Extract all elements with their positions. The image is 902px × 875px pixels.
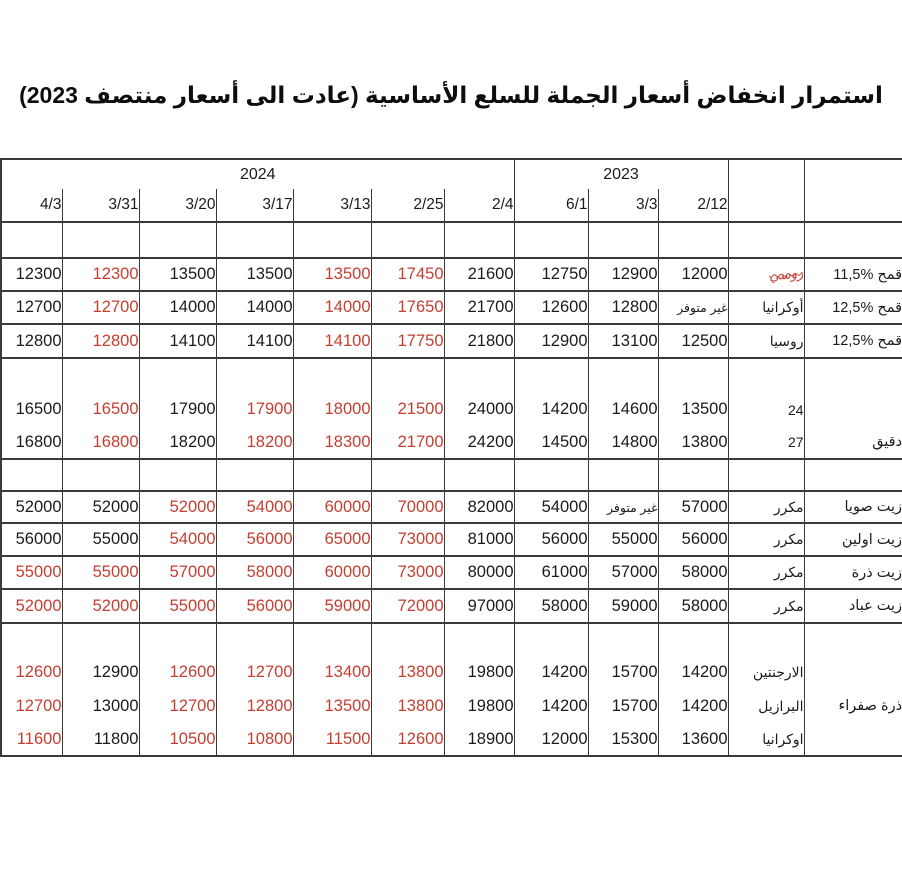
table-row-oil-sunflower [1,589,902,623]
spacer-cell [139,459,216,491]
cell-flour-24-6-1: 14200 [514,393,588,426]
year-2024-header: 2024 [1,159,514,189]
table-row-flour-24 [1,393,902,426]
spacer-cell [658,222,728,258]
spacer-cell [588,358,658,393]
cell-corn-brazil-2-25: 13800 [371,689,444,723]
cell-oil-soy-4-3: 52000 [1,491,62,523]
cell-oil-soy-origin: مكرر [728,491,804,523]
cell-wheat-11-5-4-3: 12300 [1,258,62,291]
cell-oil-olein-3-17: 56000 [216,523,293,556]
spacer-cell [728,623,804,656]
page-title: استمرار انخفاض أسعار الجملة للسلع الأساسية (عادت الى أسعار منتصف 2023) [19,82,883,108]
document-page [0,80,902,875]
cell-wheat-12-5-ukraine-3-3: 12800 [588,291,658,324]
cell-wheat-12-5-ukraine-3-17: 14000 [216,291,293,324]
cell-corn-ukraine-commodity [804,723,902,756]
spacer-cell [62,222,139,258]
cell-corn-ukraine-2-25: 12600 [371,723,444,756]
spacer-cell [139,358,216,393]
cell-wheat-12-5-ukraine-2-12: غير متوفر [658,291,728,324]
cell-oil-corn-4-3: 55000 [1,556,62,589]
spacer-cell [658,358,728,393]
date-header-2-4: 2/4 [444,189,514,222]
table-row-wheat-12-5-russia [1,324,902,358]
spacer-cell [293,222,371,258]
cell-wheat-12-5-russia-3-31: 12800 [62,324,139,358]
spacer-cell [804,623,902,656]
cell-flour-24-commodity [804,393,902,426]
spacer-cell [804,358,902,393]
cell-oil-olein-4-3: 56000 [1,523,62,556]
cell-wheat-11-5-3-13: 13500 [293,258,371,291]
cell-oil-soy-3-20: 52000 [139,491,216,523]
cell-corn-argentina-3-17: 12700 [216,656,293,689]
cell-corn-brazil-2-12: 14200 [658,689,728,723]
cell-corn-brazil-3-31: 13000 [62,689,139,723]
cell-oil-sunflower-2-4: 97000 [444,589,514,623]
spacer-cell [444,222,514,258]
spacer-cell [658,459,728,491]
cell-oil-olein-origin: مكرر [728,523,804,556]
spacer-cell [1,358,62,393]
cell-wheat-11-5-commodity: قمح %11,5 [804,258,902,291]
cell-flour-27-origin: 27 [728,426,804,459]
cell-wheat-11-5-3-3: 12900 [588,258,658,291]
table-row-corn-argentina [1,656,902,689]
cell-oil-corn-2-25: 73000 [371,556,444,589]
spacer-cell [62,623,139,656]
header-origin-cell [728,159,804,222]
spacer-cell [588,222,658,258]
date-header-3-31: 3/31 [62,189,139,222]
cell-corn-argentina-6-1: 14200 [514,656,588,689]
cell-corn-brazil-3-17: 12800 [216,689,293,723]
spacer-cell [514,358,588,393]
cell-corn-ukraine-origin: اوكرانيا [728,723,804,756]
cell-corn-brazil-2-4: 19800 [444,689,514,723]
cell-oil-corn-3-17: 58000 [216,556,293,589]
spacer-cell [728,222,804,258]
cell-oil-olein-6-1: 56000 [514,523,588,556]
cell-oil-corn-3-31: 55000 [62,556,139,589]
cell-corn-argentina-3-31: 12900 [62,656,139,689]
cell-oil-sunflower-2-12: 58000 [658,589,728,623]
table-row-wheat-12-5-ukraine [1,291,902,324]
spacer-cell [728,459,804,491]
cell-flour-24-3-31: 16500 [62,393,139,426]
cell-corn-argentina-4-3: 12600 [1,656,62,689]
spacer-cell [514,222,588,258]
spacer-cell [588,623,658,656]
cell-corn-ukraine-2-12: 13600 [658,723,728,756]
cell-wheat-12-5-russia-commodity: قمح %12,5 [804,324,902,358]
spacer-cell [804,459,902,491]
cell-wheat-12-5-ukraine-3-20: 14000 [139,291,216,324]
cell-oil-sunflower-3-13: 59000 [293,589,371,623]
cell-oil-sunflower-3-20: 55000 [139,589,216,623]
table-row-oil-soy [1,491,902,523]
spacer-cell [216,222,293,258]
cell-flour-27-3-20: 18200 [139,426,216,459]
table-row-corn-brazil [1,689,902,723]
cell-wheat-11-5-2-25: 17450 [371,258,444,291]
spacer-cell [371,459,444,491]
date-header-2-25: 2/25 [371,189,444,222]
table-row-corn-ukraine [1,723,902,756]
cell-wheat-12-5-russia-origin: روسيا [728,324,804,358]
table-row-flour-27 [1,426,902,459]
cell-corn-argentina-2-4: 19800 [444,656,514,689]
spacer-cell [216,623,293,656]
cell-wheat-12-5-russia-3-17: 14100 [216,324,293,358]
cell-corn-argentina-2-12: 14200 [658,656,728,689]
table-row-spacer-1 [1,222,902,258]
cell-flour-27-3-3: 14800 [588,426,658,459]
cell-wheat-12-5-ukraine-3-31: 12700 [62,291,139,324]
cell-oil-corn-3-3: 57000 [588,556,658,589]
cell-oil-soy-2-12: 57000 [658,491,728,523]
cell-oil-sunflower-2-25: 72000 [371,589,444,623]
cell-wheat-12-5-russia-2-25: 17750 [371,324,444,358]
cell-oil-soy-6-1: 54000 [514,491,588,523]
spacer-cell [62,358,139,393]
cell-oil-olein-3-31: 55000 [62,523,139,556]
cell-oil-corn-origin: مكرر [728,556,804,589]
cell-wheat-12-5-ukraine-origin: أوكرانيا [728,291,804,324]
cell-corn-brazil-3-20: 12700 [139,689,216,723]
cell-corn-ukraine-3-20: 10500 [139,723,216,756]
cell-oil-soy-3-3: غير متوفر [588,491,658,523]
cell-corn-brazil-3-13: 13500 [293,689,371,723]
spacer-cell [804,222,902,258]
header-commodity-cell [804,159,902,222]
cell-wheat-11-5-3-31: 12300 [62,258,139,291]
cell-flour-24-origin: 24 [728,393,804,426]
table-row-years [1,159,902,189]
cell-oil-soy-2-25: 70000 [371,491,444,523]
cell-wheat-12-5-ukraine-6-1: 12600 [514,291,588,324]
cell-oil-sunflower-6-1: 58000 [514,589,588,623]
cell-oil-corn-6-1: 61000 [514,556,588,589]
table-row-spacer-4 [1,623,902,656]
cell-wheat-12-5-ukraine-2-4: 21700 [444,291,514,324]
cell-flour-24-2-4: 24000 [444,393,514,426]
date-header-3-20: 3/20 [139,189,216,222]
spacer-cell [444,623,514,656]
cell-corn-argentina-3-3: 15700 [588,656,658,689]
cell-flour-27-2-25: 21700 [371,426,444,459]
cell-oil-corn-3-20: 57000 [139,556,216,589]
cell-flour-24-3-13: 18000 [293,393,371,426]
cell-wheat-11-5-3-17: 13500 [216,258,293,291]
cell-oil-sunflower-3-31: 52000 [62,589,139,623]
cell-flour-24-3-3: 14600 [588,393,658,426]
cell-oil-olein-3-20: 54000 [139,523,216,556]
cell-wheat-12-5-russia-6-1: 12900 [514,324,588,358]
date-header-3-13: 3/13 [293,189,371,222]
spacer-cell [293,623,371,656]
cell-oil-soy-3-31: 52000 [62,491,139,523]
spacer-cell [293,459,371,491]
cell-wheat-12-5-ukraine-4-3: 12700 [1,291,62,324]
cell-wheat-12-5-russia-2-4: 21800 [444,324,514,358]
cell-flour-27-commodity: دقيق [804,426,902,459]
cell-wheat-12-5-ukraine-2-25: 17650 [371,291,444,324]
cell-flour-27-3-31: 16800 [62,426,139,459]
cell-flour-27-6-1: 14500 [514,426,588,459]
spacer-cell [216,358,293,393]
cell-corn-ukraine-3-17: 10800 [216,723,293,756]
spacer-cell [139,222,216,258]
table-row-wheat-11-5 [1,258,902,291]
spacer-cell [514,459,588,491]
date-header-3-3: 3/3 [588,189,658,222]
table-row-oil-corn [1,556,902,589]
cell-corn-brazil-6-1: 14200 [514,689,588,723]
cell-oil-soy-2-4: 82000 [444,491,514,523]
cell-corn-ukraine-3-3: 15300 [588,723,658,756]
spacer-cell [1,459,62,491]
cell-corn-argentina-origin: الارجنتين [728,656,804,689]
cell-corn-brazil-4-3: 12700 [1,689,62,723]
cell-oil-olein-2-25: 73000 [371,523,444,556]
cell-corn-ukraine-6-1: 12000 [514,723,588,756]
cell-oil-sunflower-commodity: زيت عباد [804,589,902,623]
cell-wheat-12-5-russia-4-3: 12800 [1,324,62,358]
price-table [0,158,902,757]
cell-oil-olein-2-12: 56000 [658,523,728,556]
cell-flour-24-3-20: 17900 [139,393,216,426]
spacer-cell [371,222,444,258]
cell-corn-argentina-3-13: 13400 [293,656,371,689]
cell-wheat-12-5-ukraine-3-13: 14000 [293,291,371,324]
cell-oil-olein-3-13: 65000 [293,523,371,556]
spacer-cell [728,358,804,393]
date-header-6-1: 6/1 [514,189,588,222]
cell-corn-ukraine-3-13: 11500 [293,723,371,756]
spacer-cell [293,358,371,393]
cell-flour-24-4-3: 16500 [1,393,62,426]
scribbled-label: روسي [768,265,804,284]
spacer-cell [371,358,444,393]
cell-flour-27-2-4: 24200 [444,426,514,459]
spacer-cell [658,623,728,656]
cell-oil-sunflower-4-3: 52000 [1,589,62,623]
spacer-cell [1,623,62,656]
spacer-cell [444,459,514,491]
cell-corn-ukraine-3-31: 11800 [62,723,139,756]
cell-wheat-11-5-origin [728,258,804,291]
cell-wheat-12-5-ukraine-commodity: قمح %12,5 [804,291,902,324]
cell-wheat-11-5-2-12: 12000 [658,258,728,291]
spacer-cell [588,459,658,491]
cell-corn-argentina-commodity [804,656,902,689]
spacer-cell [514,623,588,656]
cell-oil-sunflower-origin: مكرر [728,589,804,623]
cell-oil-olein-commodity: زيت اولين [804,523,902,556]
cell-corn-ukraine-2-4: 18900 [444,723,514,756]
cell-wheat-11-5-3-20: 13500 [139,258,216,291]
cell-corn-ukraine-4-3: 11600 [1,723,62,756]
table-row-spacer-2 [1,358,902,393]
cell-wheat-12-5-russia-3-13: 14100 [293,324,371,358]
cell-wheat-12-5-russia-3-20: 14100 [139,324,216,358]
cell-flour-27-2-12: 13800 [658,426,728,459]
year-2023-header: 2023 [514,159,728,189]
cell-corn-brazil-commodity: ذرة صفراء [804,689,902,723]
date-header-3-17: 3/17 [216,189,293,222]
spacer-cell [62,459,139,491]
cell-oil-corn-2-12: 58000 [658,556,728,589]
cell-oil-soy-3-17: 54000 [216,491,293,523]
cell-oil-sunflower-3-17: 56000 [216,589,293,623]
spacer-cell [444,358,514,393]
spacer-cell [216,459,293,491]
cell-oil-corn-2-4: 80000 [444,556,514,589]
cell-corn-brazil-origin: البرازيل [728,689,804,723]
date-header-4-3: 4/3 [1,189,62,222]
cell-oil-olein-3-3: 55000 [588,523,658,556]
cell-flour-27-3-13: 18300 [293,426,371,459]
spacer-cell [139,623,216,656]
cell-flour-24-2-25: 21500 [371,393,444,426]
cell-oil-corn-3-13: 60000 [293,556,371,589]
cell-wheat-12-5-russia-3-3: 13100 [588,324,658,358]
cell-flour-24-3-17: 17900 [216,393,293,426]
cell-wheat-11-5-2-4: 21600 [444,258,514,291]
spacer-cell [1,222,62,258]
cell-flour-27-3-17: 18200 [216,426,293,459]
cell-oil-corn-commodity: زيت ذرة [804,556,902,589]
spacer-cell [371,623,444,656]
cell-wheat-12-5-russia-2-12: 12500 [658,324,728,358]
cell-oil-olein-2-4: 81000 [444,523,514,556]
cell-corn-argentina-3-20: 12600 [139,656,216,689]
cell-corn-argentina-2-25: 13800 [371,656,444,689]
cell-corn-brazil-3-3: 15700 [588,689,658,723]
table-row-spacer-3 [1,459,902,491]
cell-flour-24-2-12: 13500 [658,393,728,426]
cell-oil-soy-3-13: 60000 [293,491,371,523]
cell-oil-soy-commodity: زيت صويا [804,491,902,523]
cell-oil-sunflower-3-3: 59000 [588,589,658,623]
table-row-oil-olein [1,523,902,556]
cell-flour-27-4-3: 16800 [1,426,62,459]
cell-wheat-11-5-6-1: 12750 [514,258,588,291]
date-header-2-12: 2/12 [658,189,728,222]
